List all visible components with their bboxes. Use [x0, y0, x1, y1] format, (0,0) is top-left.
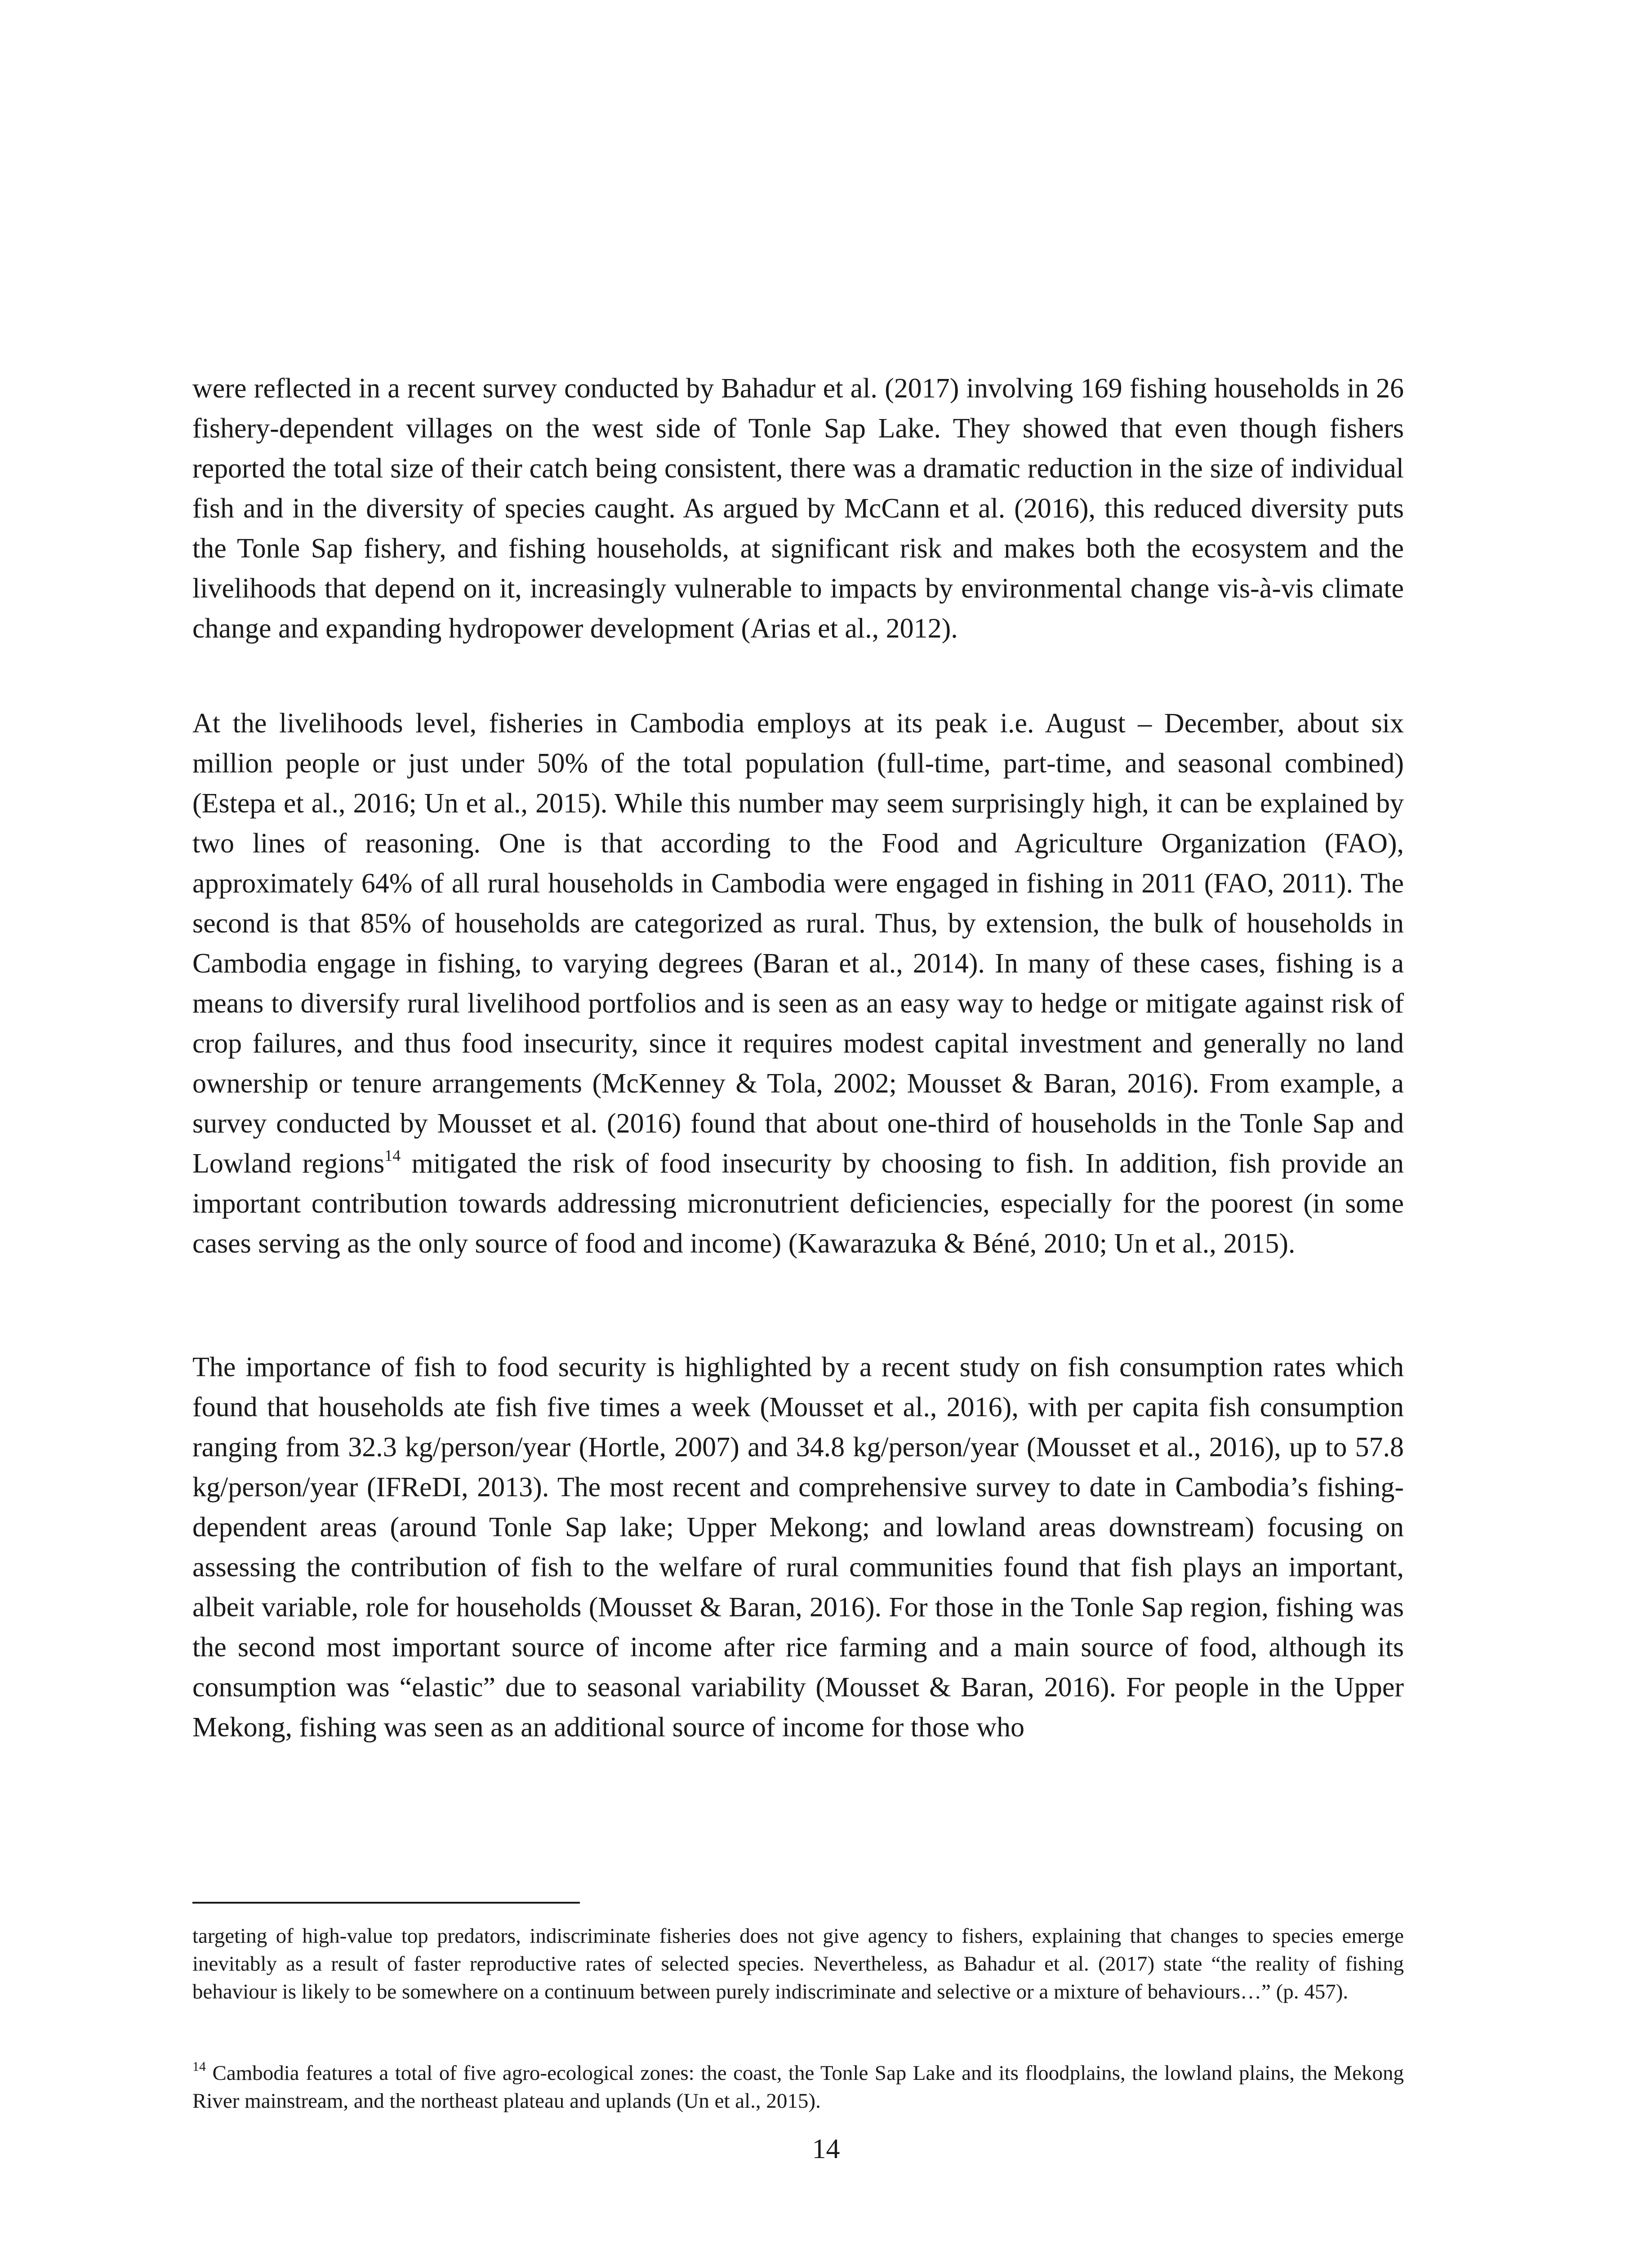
body-paragraph-3: The importance of fish to food security is highlighted by a recent study on fish consumption rates which found that households ate fish five times a week (Mousset et al., 2016), with per capita fish consumption ranging from 32.3 kg/person/year (Hortle, 2007) and 34.8 kg/person/year (Mousset et al., 2016), up to 57.8 kg/person/year (IFReDI, 2013). The most recent and comprehensive survey to date in Cambodia’s fishing-dependent areas (around Tonle Sap lake; Upper Mekong; and lowland areas downstream) focusing on assessing the contribution of fish to the welfare of rural communities found that fish plays an important, albeit variable, role for households (Mousset & Baran, 2016). For those in the Tonle Sap region, fishing was the second most important source of income after rice farming and a main source of food, although its consumption was “elastic” due to seasonal variability (Mousset & Baran, 2016). For people in the Upper Mekong, fishing was seen as an additional source of income for those who — [192, 1352, 1404, 1743]
footnote-marker: 14 — [192, 2059, 206, 2074]
body-paragraph-1: were reflected in a recent survey conducted by Bahadur et al. (2017) involving 169 fishing households in 26 fishery-dependent villages on the west side of Tonle Sap Lake. They showed that even though fishers reported the total size of their catch being consistent, there was a dramatic reduction in the size of individual fish and in the diversity of species caught. As argued by McCann et al. (2016), this reduced diversity puts the Tonle Sap fishery, and fishing households, at significant risk and makes both the ecosystem and the livelihoods that depend on it, increasingly vulnerable to impacts by environmental change vis-à-vis climate change and expanding hydropower development (Arias et al., 2012). — [192, 373, 1404, 644]
paragraph-text: mitigated the risk of food insecurity by choosing to fish. In addition, fish provide an important contribution towards addressing micronutrient deficiencies, especially for the poorest (in some cases serving as the only source of food and income) (Kawarazuka & Béné, 2010; Un et al., 2015). — [192, 1148, 1404, 1259]
footnote-continued: targeting of high-value top predators, indiscriminate fisheries does not give agency to fishers, explaining that changes to species emerge inevitably as a result of faster reproductive rates of selected species. Nevertheless, as Bahadur et al. (2017) state “the reality of fishing behaviour is likely to be somewhere on a continuum between purely indiscriminate and selective or a mixture of behaviours…” (p. 457). — [192, 1924, 1404, 2003]
page-number: 14 — [812, 2134, 840, 2164]
footnote-text: Cambodia features a total of five agro-ecological zones: the coast, the Tonle Sap Lake and its floodplains, the lowland plains, the Mekong River mainstream, and the northeast plateau and uplands (Un et al., 2015). — [192, 2061, 1404, 2113]
footnote-reference-14[interactable]: 14 — [384, 1146, 401, 1164]
footnote-14 — [192, 2059, 1404, 2115]
body-paragraph-2 — [192, 704, 1404, 1264]
paragraph-text: At the livelihoods level, fisheries in Cambodia employs at its peak i.e. August – December, about six million people or just under 50% of the total population (full-time, part-time, and seasonal combined) (Estepa et al., 2016; Un et al., 2015). While this number may seem surprisingly high, it can be explained by two lines of reasoning. One is that according to the Food and Agriculture Organization (FAO), approximately 64% of all rural households in Cambodia were engaged in fishing in 2011 (FAO, 2011). The second is that 85% of households are categorized as rural. Thus, by extension, the bulk of households in Cambodia engage in fishing, to varying degrees (Baran et al., 2014). In many of these cases, fishing is a means to diversify rural livelihood portfolios and is seen as an easy way to hedge or mitigate against risk of crop failures, and thus food insecurity, since it requires modest capital investment and generally no land ownership or tenure arrangements (McKenney & Tola, 2002; Mousset & Baran, 2016). From example, a survey conducted by Mousset et al. (2016) found that about one-third of households in the Tonle Sap and Lowland regions — [192, 708, 1404, 1179]
footnote-separator — [192, 1902, 580, 1904]
